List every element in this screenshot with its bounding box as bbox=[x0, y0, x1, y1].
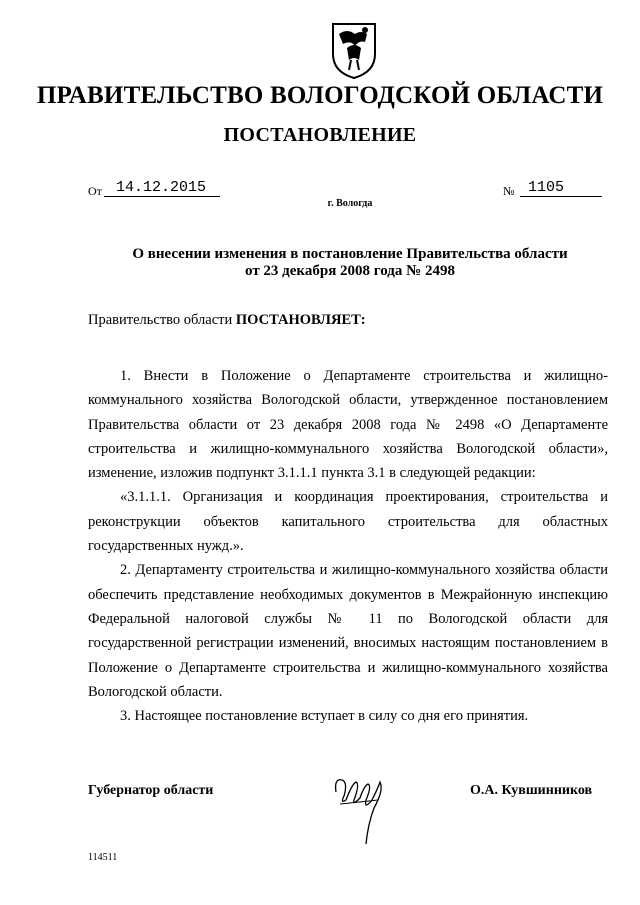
number-label: № bbox=[503, 184, 515, 198]
decree-keyword: ПОСТАНОВЛЯЕТ: bbox=[235, 312, 366, 328]
signature-icon bbox=[330, 770, 390, 850]
paragraph-1-quote: «3.1.1.1. Организация и координация проектирования, строительства и реконструкции объектов капитального строительства для областных государственных нужд.». bbox=[88, 489, 608, 555]
document-type: ПОСТАНОВЛЕНИЕ bbox=[223, 124, 417, 146]
document-code: 114511 bbox=[88, 852, 118, 863]
paragraph-2: 2. Департаменту строительства и жилищно-коммунального хозяйства области обеспечить представление необходимых документов в Межрайонную инспекцию Федеральной налоговой службы № 11 по Вологодской области для государственной регистрации изменений, вносимых настоящим постановлением в Положение о Департаменте строительства и жилищно-коммунального хозяйства Вологодской области. bbox=[88, 562, 608, 700]
subject-line-1: О внесении изменения в постановление Правительства области bbox=[132, 246, 568, 262]
paragraph-3: 3. Настоящее постановление вступает в силу со дня его принятия. bbox=[120, 708, 529, 725]
date-field: 14.12.2015 bbox=[104, 180, 220, 197]
signer-name: О.А. Кувшинников bbox=[470, 783, 593, 798]
organization-title: ПРАВИТЕЛЬСТВО ВОЛОГОДСКОЙ ОБЛАСТИ bbox=[36, 82, 604, 109]
decree-intro bbox=[88, 312, 366, 329]
coat-of-arms-icon bbox=[329, 20, 379, 80]
decree-intro-text: Правительство области bbox=[88, 312, 236, 328]
document-body bbox=[88, 364, 608, 728]
document-subject bbox=[120, 246, 580, 280]
date-label: От bbox=[88, 184, 102, 198]
city-label: г. Вологда bbox=[327, 198, 373, 209]
signer-role: Губернатор области bbox=[88, 783, 214, 798]
paragraph-1: 1. Внести в Положение о Департаменте строительства и жилищно-коммунального хозяйства Вологодской области, утвержденное постановлением Правительства области от 23 декабря 2008 года № 2498 «О Департаменте строительства и жилищно-коммунального хозяйства Вологодской области», изменение, изложив подпункт 3.1.1.1 пункта 3.1 в следующей редакции: bbox=[88, 368, 608, 482]
number-field: 1105 bbox=[520, 180, 602, 197]
subject-line-2: от 23 декабря 2008 года № 2498 bbox=[245, 263, 455, 279]
